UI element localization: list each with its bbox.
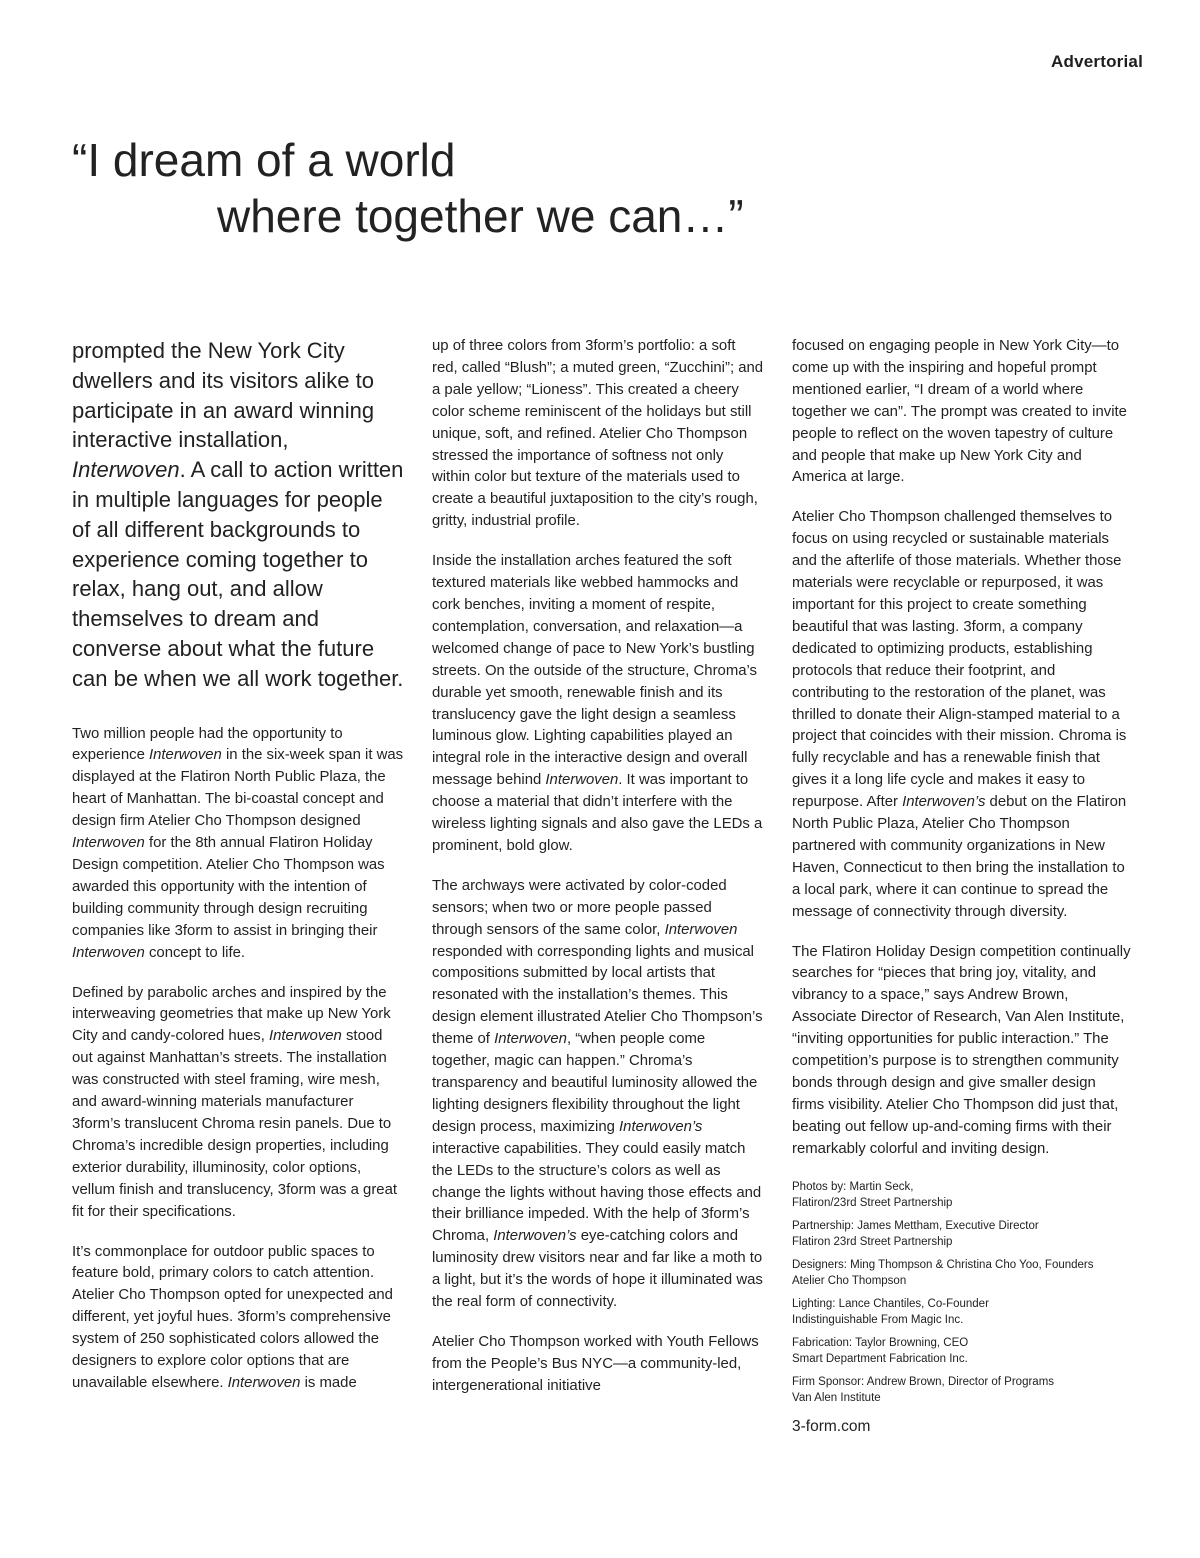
text-run: interactive capabilities. They could easily match the LEDs to the structure’s colors as well as change the lights without having those effects and their brilliance impeded. With the help of 3form’s Chroma, xyxy=(432,1140,762,1245)
text-run: . A call to action written in multiple languages for people of all different backgrounds to experience coming together to relax, hang out, and allow themselves to dream and converse about what the future can be when we all work together. xyxy=(72,457,404,691)
italic-title: Interwoven xyxy=(148,747,222,764)
italic-title: Interwoven xyxy=(545,772,619,789)
body-paragraph xyxy=(72,983,404,1224)
credit-role: Designers: Ming Thompson & Christina Cho Yoo, Founders xyxy=(792,1258,1094,1271)
italic-title: Interwoven’s xyxy=(902,794,986,811)
credit-organization: Indistinguishable From Magic Inc. xyxy=(792,1313,964,1326)
body-paragraph xyxy=(432,876,764,1314)
credit-organization: Smart Department Fabrication Inc. xyxy=(792,1352,968,1365)
italic-title: Interwoven xyxy=(72,835,145,852)
credit-entry xyxy=(792,1335,1132,1367)
italic-title: Interwoven xyxy=(72,457,180,483)
credit-entry xyxy=(792,1257,1132,1289)
body-paragraph xyxy=(72,724,404,965)
body-paragraph xyxy=(792,507,1132,923)
photo-credits xyxy=(792,1179,1132,1406)
text-run: Two million people had the opportunity to experience xyxy=(72,725,343,764)
body-paragraph xyxy=(72,1242,404,1395)
text-run: stood out against Manhattan’s streets. The installation was constructed with steel framing, wire mesh, and award-winning materials manufacturer 3form’s translucent Chroma resin panels. Due to Chroma’s incredible design properties, including exterior durability, illuminosity, color options, vellum finish and translucency, 3form was a great fit for their specifications. xyxy=(72,1028,397,1220)
credit-entry xyxy=(792,1179,1132,1211)
italic-title: Interwoven xyxy=(664,921,738,938)
body-paragraph xyxy=(792,336,1132,489)
credit-role: Firm Sponsor: Andrew Brown, Director of Programs xyxy=(792,1375,1055,1388)
text-run: debut on the Flatiron North Public Plaza, Atelier Cho Thompson partnered with community organizations in New Haven, Connecticut to then bring the installation to a local park, where it can continue to spread the message of connectivity through diversity. xyxy=(792,794,1127,920)
credit-role: Photos by: Martin Seck, xyxy=(792,1180,914,1193)
text-run: in the six-week span it was displayed at the Flatiron North Public Plaza, the heart of Manhattan. The bi-coastal concept and design firm Atelier Cho Thompson designed xyxy=(72,747,404,830)
text-run: Atelier Cho Thompson worked with Youth Fellows from the People’s Bus NYC—a community-led, intergenerational initiative xyxy=(432,1333,759,1394)
credit-role: Fabrication: Taylor Browning, CEO xyxy=(792,1336,969,1349)
italic-title: Interwoven xyxy=(72,944,145,961)
text-run: The archways were activated by color-coded sensors; when two or more people passed through sensors of the same color, xyxy=(432,877,727,938)
column-1-body xyxy=(72,724,404,1395)
column-2-body xyxy=(432,336,764,1398)
credit-entry xyxy=(792,1296,1132,1328)
credit-organization: Flatiron/23rd Street Partnership xyxy=(792,1196,953,1209)
text-run: Defined by parabolic arches and inspired by the interweaving geometries that make up New York City and candy-colored hues, xyxy=(72,984,391,1045)
headline-line-1: “I dream of a world xyxy=(72,134,456,186)
text-run: for the 8th annual Flatiron Holiday Design competition. Atelier Cho Thompson was awarded this opportunity with the intention of building community through design recruiting companies like 3form to assist in bringing their xyxy=(72,835,385,939)
italic-title: Interwoven xyxy=(494,1031,567,1048)
column-3-body xyxy=(792,336,1132,1161)
body-paragraph xyxy=(792,942,1132,1161)
credit-role: Partnership: James Mettham, Executive Director xyxy=(792,1219,1039,1232)
text-run: responded with corresponding lights and musical compositions submitted by local artists that resonated with the installation’s themes. This design element illustrated Atelier Cho Thompson’s theme of xyxy=(432,943,763,1048)
article-column-1 xyxy=(72,336,404,1413)
credit-organization: Flatiron 23rd Street Partnership xyxy=(792,1235,953,1248)
italic-title: Interwoven’s xyxy=(619,1118,703,1135)
credit-organization: Van Alen Institute xyxy=(792,1391,881,1404)
text-run: eye-catching colors and luminosity drew visitors near and far like a moth to a light, but it’s the words of hope it illuminated was the real form of connectivity. xyxy=(432,1228,763,1311)
headline-quote xyxy=(72,132,744,244)
lead-paragraph xyxy=(72,336,404,694)
headline-line-2: where together we can…” xyxy=(217,190,744,242)
body-paragraph xyxy=(432,1332,764,1398)
italic-title: Interwoven’s xyxy=(493,1228,577,1245)
italic-title: Interwoven xyxy=(269,1028,342,1045)
section-label: Advertorial xyxy=(1051,52,1143,71)
credit-organization: Atelier Cho Thompson xyxy=(792,1274,907,1287)
text-run: It’s commonplace for outdoor public spaces to feature bold, primary colors to catch attention. Atelier Cho Thompson opted for unexpected and different, yet joyful hues. 3form’s comprehensive system of 250 sophisticated colors allowed the designers to explore color options that are unavailable elsewhere. xyxy=(72,1243,393,1391)
text-run: Atelier Cho Thompson challenged themselves to focus on using recycled or sustainable materials and the afterlife of those materials. Whether those materials were recyclable or repurposed, it was important for this project to create something beautiful that was lasting. 3form, a company dedicated to optimizing products, establishing protocols that reduce their footprint, and contributing to the restoration of the planet, was thrilled to donate their Align-stamped material to a project that coincides with their mission. Chroma is fully recyclable and has a renewable finish that gives it a long life cycle and makes it easy to repurpose. After xyxy=(792,509,1127,811)
text-run: , “when people come together, magic can happen.” Chroma’s transparency and beautiful luminosity allowed the lighting designers flexibility throughout the light design process, maximizing xyxy=(432,1031,758,1135)
article-column-3 xyxy=(792,336,1132,1436)
text-run: focused on engaging people in New York City—to come up with the inspiring and hopeful prompt mentioned earlier, “I dream of a world where together we can”. The prompt was created to invite people to reflect on the woven tapestry of culture and people that make up New York City and America at large. xyxy=(792,338,1127,486)
website-link[interactable]: 3-form.com xyxy=(792,1417,871,1435)
text-run: concept to life. xyxy=(144,944,245,961)
italic-title: Interwoven xyxy=(227,1374,301,1391)
text-run: up of three colors from 3form’s portfolio: a soft red, called “Blush”; a muted green, “Zucchini”; and a pale yellow; “Lioness”. This created a cheery color scheme reminiscent of the holidays but still unique, soft, and refined. Atelier Cho Thompson stressed the importance of softness not only within color but texture of the materials used to create a beautiful juxtaposition to the city’s rough, gritty, industrial profile. xyxy=(432,338,764,530)
text-run: . It was important to choose a material that didn’t interfere with the wireless lighting signals and also gave the LEDs a prominent, bold glow. xyxy=(432,772,763,854)
credit-role: Lighting: Lance Chantiles, Co-Founder xyxy=(792,1297,989,1310)
credit-entry xyxy=(792,1218,1132,1250)
article-column-2 xyxy=(432,336,764,1416)
credit-entry xyxy=(792,1374,1132,1406)
body-paragraph xyxy=(432,551,764,858)
text-run: The Flatiron Holiday Design competition continually searches for “pieces that bring joy, vitality, and vibrancy to a space,” says Andrew Brown, Associate Director of Research, Van Alen Institute, “inviting opportunities for public interaction.” The competition’s purpose is to strengthen community bonds through design and give smaller design firms visibility. Atelier Cho Thompson did just that, beating out fellow up-and-coming firms with their remarkably colorful and inviting design. xyxy=(792,943,1131,1157)
text-run: Inside the installation arches featured the soft textured materials like webbed hammocks and cork benches, inviting a moment of respite, contemplation, conversation, and relaxation—a welcomed change of pace to New York’s bustling streets. On the outside of the structure, Chroma’s durable yet smooth, renewable finish and its translucency gave the light design a seamless luminous glow. Lighting capabilities played an integral role in the interactive design and overall message behind xyxy=(432,553,757,789)
text-run: is made xyxy=(300,1374,357,1391)
body-paragraph xyxy=(432,336,764,533)
text-run: prompted the New York City dwellers and its visitors alike to participate in an award winning interactive installation, xyxy=(72,338,375,453)
